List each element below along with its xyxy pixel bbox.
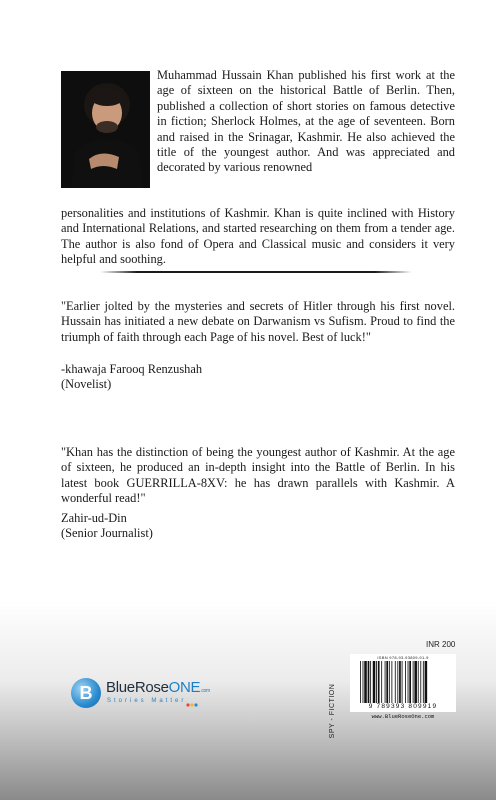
barcode-bar <box>378 661 380 703</box>
endorser-role: (Senior Journalist) <box>61 526 153 541</box>
genre-label: SPY - FICTION <box>329 683 336 739</box>
isbn-barcode <box>358 661 454 703</box>
barcode-bar <box>405 661 406 703</box>
endorsement-quote-1: "Earlier jolted by the mysteries and secrets of Hitler through his first novel. Hussain has initiated a new debate on Darwanism vs Sufism. Proud to find the triumph of faith through each Page of his novel. Best of luck!" <box>61 299 455 344</box>
barcode-bar <box>397 661 398 703</box>
barcode-bar <box>425 661 428 703</box>
barcode-bar <box>420 661 421 703</box>
price-label: INR 200 <box>426 640 456 649</box>
barcode-bar <box>413 661 414 703</box>
publisher-tagline: Stories Matter <box>107 698 187 704</box>
publisher-logo-icon: B <box>71 678 101 708</box>
barcode-bar <box>399 661 401 703</box>
endorsement-quote-2: "Khan has the distinction of being the youngest author of Kashmir. At the age of sixteen, he produced an in-depth insight into the Battle of Berlin. In his latest book GUERRILLA-8XV: he has drawn parallels with Kashmir. A wonderful read!" <box>61 445 455 506</box>
author-portrait-image <box>61 71 150 188</box>
endorsement-attribution-2 <box>61 511 153 542</box>
barcode-bar <box>373 661 376 703</box>
author-bio: Muhammad Hussain Khan published his first work at the age of sixteen on the historical Battle of Berlin. Then, published a collection of short stories on famous detective in fiction; Sherlock Holmes, at the age of seventeen. Born and raised in the Srinagar, Kashmir. He also achieved the title of the youngest author. And was appreciated and decorated by various renowned <box>157 68 455 175</box>
barcode-bar <box>363 661 364 703</box>
section-divider <box>100 271 412 273</box>
barcode-bar <box>395 661 396 703</box>
barcode-bar <box>370 661 371 703</box>
barcode-bar <box>381 661 382 703</box>
barcode-bar <box>408 661 409 703</box>
endorser-role: (Novelist) <box>61 377 112 392</box>
barcode-panel <box>350 654 456 712</box>
barcode-bar <box>423 661 424 703</box>
isbn-text: ISBN 978-93-93809-91-9 <box>377 655 429 660</box>
barcode-bar <box>402 661 403 703</box>
barcode-bar <box>368 661 370 703</box>
barcode-bar <box>418 661 419 703</box>
barcode-bar <box>364 661 367 703</box>
barcode-bar <box>414 661 417 703</box>
barcode-bar <box>385 661 386 703</box>
barcode-bar <box>360 661 361 703</box>
endorsement-attribution-1 <box>61 362 202 393</box>
barcode-digits: 9 789393 809919 <box>368 703 438 710</box>
barcode-bar <box>386 661 388 703</box>
author-photo <box>61 71 150 188</box>
barcode-bar <box>389 661 390 703</box>
author-bio-continued: personalities and institutions of Kashmir. Khan is quite inclined with History and International Relations, and started researching on them from a tender age. The author is also fond of Opera and Classical music and considers it very helpful and soothing. <box>61 206 455 267</box>
barcode-bar <box>376 661 377 703</box>
publisher-logo <box>71 675 210 715</box>
barcode-bar <box>409 661 411 703</box>
endorser-name: Zahir-ud-Din <box>61 511 127 525</box>
publisher-dots-icon <box>186 703 198 707</box>
barcode-bar <box>391 661 392 703</box>
publisher-website: www.BlueRoseOne.com <box>371 713 435 720</box>
endorser-name: -khawaja Farooq Renzushah <box>61 362 203 376</box>
publisher-name: BlueRoseONE.com <box>106 679 210 696</box>
